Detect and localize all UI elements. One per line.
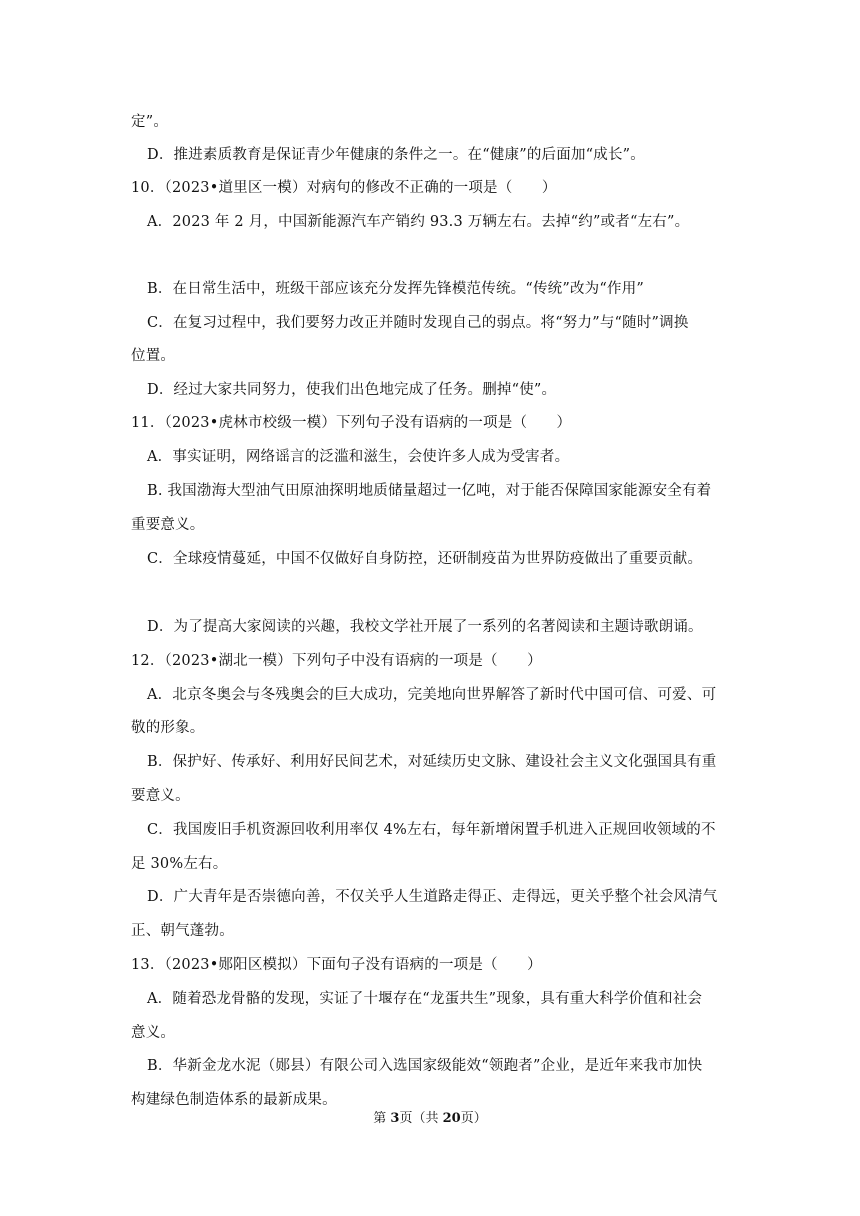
text-line: 要意义。 — [131, 788, 190, 804]
option-b-line: B．华新金龙水泥（郧县）有限公司入选国家级能效“领跑者”企业，是近年来我市加快 — [147, 1058, 703, 1074]
option-a-line: A．随着恐龙骨骼的发现，实证了十堰存在“龙蛋共生”现象，具有重大科学价值和社会 — [147, 991, 703, 1007]
question-10-heading: 10．（2023•道里区一模）对病句的修改不正确的一项是（ ） — [131, 180, 557, 196]
option-b-line: B．保护好、传承好、利用好民间艺术，对延续历史文脉、建设社会主义文化强国具有重 — [147, 754, 717, 770]
option-c-line: C．我国废旧手机资源回收利用率仅 4%左右，每年新增闲置手机进入正规回收领域的不 — [147, 822, 716, 838]
option-d-line: D．为了提高大家阅读的兴趣，我校文学社开展了一系列的名著阅读和主题诗歌朗诵。 — [147, 619, 703, 635]
total-pages: 20 — [442, 1111, 461, 1126]
option-a-line: A．2023 年 2 月，中国新能源汽车产销约 93.3 万辆左右。去掉“约”或者“左右”。 — [147, 214, 690, 230]
text-line: 正、朝气蓬勃。 — [131, 923, 234, 939]
option-b-line: B. 我国渤海大型油气田原油探明地质储量超过一亿吨，对于能否保障国家能源安全有着 — [147, 483, 712, 499]
text-line: 敬的形象。 — [131, 720, 205, 736]
footer-middle: 页（共 — [399, 1111, 443, 1126]
current-page-number: 3 — [390, 1111, 400, 1126]
option-b-line: B．在日常生活中，班级干部应该充分发挥先锋模范传统。“传统”改为“作用” — [147, 281, 645, 297]
question-13-heading: 13．（2023•郧阳区模拟）下面句子没有语病的一项是（ ） — [131, 957, 542, 973]
footer-suffix: 页） — [460, 1111, 487, 1126]
option-c-line: C．全球疫情蔓延，中国不仅做好自身防控，还研制疫苗为世界防疫做出了重要贡献。 — [147, 551, 703, 567]
text-line: 构建绿色制造体系的最新成果。 — [131, 1092, 337, 1108]
option-a-line: A．事实证明，网络谣言的泛滥和滋生，会使许多人成为受害者。 — [147, 449, 570, 465]
option-d-line: D．广大青年是否崇德向善，不仅关乎人生道路走得正、走得远，更关乎整个社会风清气 — [147, 889, 718, 905]
text-line: 定”。 — [131, 114, 169, 130]
option-c-line: C．在复习过程中，我们要努力改正并随时发现自己的弱点。将“努力”与“随时”调换 — [147, 315, 689, 331]
page-footer — [0, 1110, 860, 1128]
question-12-heading: 12．（2023•湖北一模）下列句子中没有语病的一项是（ ） — [131, 653, 542, 669]
text-line: 意义。 — [131, 1025, 176, 1041]
text-line: 位置。 — [131, 348, 176, 364]
option-d-line: D．经过大家共同努力，使我们出色地完成了任务。删掉“使”。 — [147, 382, 557, 398]
text-line: 足 30%左右。 — [131, 856, 228, 872]
option-d-line: D．推进素质教育是保证青少年健康的条件之一。在“健康”的后面加“成长”。 — [147, 147, 645, 163]
footer-prefix: 第 — [373, 1111, 391, 1126]
text-line: 重要意义。 — [131, 517, 205, 533]
option-a-line: A．北京冬奥会与冬残奥会的巨大成功，完美地向世界解答了新时代中国可信、可爱、可 — [147, 687, 717, 703]
question-11-heading: 11．（2023•虎林市校级一模）下列句子没有语病的一项是（ ） — [131, 415, 572, 431]
